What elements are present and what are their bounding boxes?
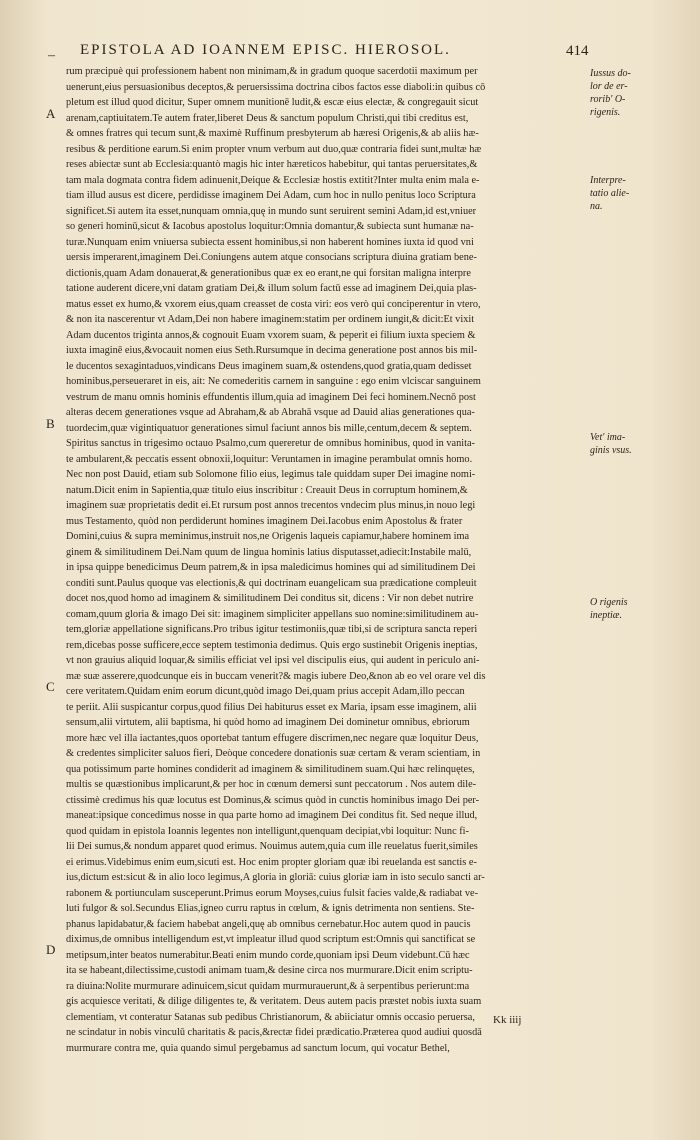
text-line: ius,dictum est:sicut & in alio loco legimus,A gloria in gloriā: cuius gloriæ iam in isto seculo sancti ar- [66, 872, 485, 883]
text-line: tam mala dogmata contra fidem adinuenit,Deique & Ecclesiæ hostis extitit?Inter multa enim mala e- [66, 174, 480, 186]
text-line: phanus lapidabatur,& faciem habebat angeli,quę ab omnibus cernebatur.Hoc autem quod in paucis [66, 918, 471, 930]
text-line: ita se habeant,dilectissime,custodi animam tuam,& desine circa nos murmurare.Dicit enim scriptu- [66, 965, 473, 976]
text-line: rum præcipuè qui professionem habent non minimam,& in gradum quoque sacerdotii maximum per [66, 66, 478, 77]
text-line: clementiam, vt conteratur Satanas sub pedibus Christianorum, & abiiciatur omnis occasio peruersa, [66, 1011, 475, 1023]
text-line: multis se quæstionibus implicarunt,& per hoc in cœnum demersi sunt peccatorum . Nos autem dile- [66, 779, 477, 790]
text-line: tiam illud ausus est dicere, perdidisse imaginem Dei Adam, cum hoc in nullo penitus loco Scriptura [66, 190, 476, 201]
text-line: tatione auderent dicere,vni datam gratiam Dei,& illum solum factū esse ad imaginem Dei,quia plas- [66, 283, 477, 294]
text-line: & omnes fratres qui tecum sunt,& maximè Ruffinum presbyterum ab hæresi Origenis,& ab aliis hæ- [66, 128, 479, 139]
catchword-signature: Kk iiij [493, 1014, 522, 1026]
text-line: rem,dicebas posse sufficere,ecce septem testimonia dedimus. Quis ergo sustinebit Origenis ineptias, [66, 639, 478, 651]
text-line: quod quidam in epistola Ioannis legentes non intelligunt,quenquam decipiat,vbi loquitur: Nunc fi- [66, 825, 469, 837]
text-line: alteras decem generationes vsque ad Abraham,& ab Abrahā vsque ad Dauid alias generationes qua- [66, 407, 475, 418]
section-letter-b: B [46, 416, 55, 431]
text-line: maneat:ipsique concedimus nosse in qua parte homo ad imaginem Dei conditus fit. Sed neque illud, [66, 810, 478, 821]
margin-note-image-use: Vet' ima- ginis vsus. [590, 432, 632, 456]
text-line: iuxta imaginē eius,&vocauit nomen eius Seth.Rursumque in decima generatione post annos bis mil- [66, 345, 478, 356]
text-line: so generi hominū,sicut & Iacobus apostolus loquitur:Omnia domantur,& subiecta sunt humanæ na- [66, 221, 474, 232]
text-line: imaginem suæ proprietatis dedit ei.Et rursum post annos trecentos vndecim plus minus,in nouo legi [66, 500, 476, 511]
text-line: gis acquiesce veritati, & dilige diligentes te, & veritatem. Deus autem pacis præstet nobis iuxta suam [66, 996, 482, 1007]
text-line: more hæc vel illa iactantes,quos oportebat tantum effugere discrimen,nec negare quæ loquitur Deus, [66, 732, 479, 744]
text-line: vt non grauius aliquid loquar,& similis efficiat vel ipsi vel discipulis eius, qui audent in periculo ani- [66, 655, 480, 666]
text-line: hominibus,perseueraret in eis, ait: Ne comederitis carnem in sanguine : ego enim vlciscar sanguinem [66, 376, 481, 387]
section-letter-a: A [46, 106, 56, 121]
text-line: mæ suæ asserere,quodcunque eis in buccam venerit?& magis iubere Deo,&non ab eo vel orare vel dis [66, 670, 486, 682]
text-line: arenam,captiuitatem.Te autem frater,liberet Deus & sanctum populum Christi,qui tibi creditus est, [66, 112, 469, 124]
text-line: Nec non post Dauid, etiam sub Solomone filio eius, legimus tale quiddam super Dei imagine nomi- [66, 469, 476, 480]
text-line: te ambularent,& peccatis essent obnoxii,loquitur: Veruntamen in imagine perambulat omnis homo. [66, 453, 473, 465]
text-line: uersis imperarent,imaginem Dei.Coniungens autem atque consocians scriptura diuina gratiam bene- [66, 252, 477, 263]
text-line: matus esset ex humo,& vxorem eius,quam creasset de costa viri: eos verò qui conciperentur in vtero, [66, 298, 481, 310]
text-line: luti fulgor & sol.Secundus Elias,igneo curru raptus in cœlum, & ignis detrimenta non sentiens. Ste- [66, 903, 475, 914]
margin-note-errors-of-origen: Iussus do- lor de er- rorib' O- rigenis. [590, 68, 631, 118]
text-line: ne scindatur in nobis vinculū charitatis & pacis,&rectæ fidei prædicatio.Præterea quod audiui quosdā [66, 1027, 482, 1038]
text-line: & credentes simpliciter saluos fieri, Deòque concedere donationis suæ certam & veram scientiam, in [66, 748, 481, 759]
text-line: dictionis,quam Adam donauerat,& generationibus quæ ex eo erant,ne qui forsitan maligna interpre [66, 267, 471, 279]
text-line: ra diuina:Nolite murmurare adinuicem,sicut quidam murmurauerunt,& à serpentibus perierunt:ma [66, 980, 470, 992]
margin-note-interpretation: Interpre- tatio alie- na. [590, 175, 630, 212]
text-line: te periit. Alii suspicantur corpus,quod filius Dei habiturus esset ex Maria, ipsam esse imaginem, alii [66, 701, 477, 713]
text-line: ctissimè credimus his quæ locutus est Dominus,& scimus quòd in cunctis hominibus imago Dei per- [66, 794, 480, 806]
text-line: cere veritatem.Quidam enim eorum dicunt,quòd imago Dei,quam prius accepit Adam,illo peccan [66, 686, 465, 697]
text-line: Domini,cuius & supra meminimus,instruit nos,ne Origenis laqueis capiamur,habere hominem ima [66, 531, 470, 542]
text-line: lii Dei sumus,& nondum apparet quod erimus. Nouimus autem,quia cum ille reuelatus fuerit,similes [66, 841, 478, 852]
text-line: diximus,de omnibus intelligendum est,vt impleatur illud quod scriptum est:Omnis qui sanctificat se [66, 934, 476, 945]
text-line: Spiritus sanctus in trigesimo octauo Psalmo,cum quereretur de omnibus hominibus, quod in vanita- [66, 438, 475, 449]
section-letter-d: D [46, 942, 56, 957]
text-line: significet.Si autem ita esset,nunquam omnia,quę in mundo sunt seruirent semini Adam,id est,vniuer [66, 205, 477, 217]
text-line: ei erimus.Videbimus enim eum,sicuti est. Hoc enim propter gloriam quæ ibi reuelanda est sanctis e- [66, 856, 477, 868]
running-head: EPISTOLA AD IOANNEM EPISC. HIEROSOL. [80, 42, 451, 58]
text-line: in ipsa quippe benedicimus Deum patrem,& in ipsa maledicimus homines qui ad similitudinem Dei [66, 562, 476, 573]
margin-note-origen-ineptiae: O rigenis ineptiæ. [590, 597, 628, 621]
text-line: qua potissimum parte homines condiderit ad imaginem & similitudinem suam.Qui hæc relinquętes, [66, 763, 475, 775]
header-dash: – [48, 48, 55, 63]
text-line: tuordecim,quæ vigintiquatuor generationes simul faciunt annos bis mille,centum,decem & septem. [66, 422, 472, 434]
page-number: 414 [566, 43, 589, 59]
text-line: metipsum,inter beatos numerabitur.Beati enim mundo corde,quoniam ipsi Deum videbunt.Cū hæc [66, 949, 470, 961]
section-letter-c: C [46, 679, 55, 694]
text-line: natum.Dicit enim in Sapientia,quæ titulo eius inscribitur : Creauit Deus in corruptum hominem,& [66, 484, 468, 496]
text-line: mus Testamento, quòd non perdiderunt homines imaginem Dei.Iacobus enim Apostolus & frater [66, 515, 463, 527]
text-line: & non ita nascerentur vt Adam,Dei non habere imaginem:statim per ordinem iungit,& dicit:Et vixit [66, 314, 475, 325]
text-line: turæ.Nunquam enim vniuersa subiecta essent hominibus,si non haberent homines iuxta id quod vni [66, 236, 474, 248]
text-line: ginem & similitudinem Dei.Nam quum de lingua hominis latius disputasset,adiecit:Instabile malū, [66, 546, 472, 558]
text-line: pletum est illud quod dicitur, Super omnem munitionē ludit,& escæ eius electæ, & congregauit sicut [66, 97, 479, 108]
text-line: conditi sunt.Paulus quoque vas electionis,& qui doctrinam euangelicam sua prædicatione compleuit [66, 577, 477, 589]
body-text [66, 64, 586, 1056]
text-line: reses abiectæ sunt ab Ecclesia:quantò magis hic inter hæreticos habebitur, qui tantas peruersitates,& [66, 159, 478, 170]
text-line: comam,quum gloria & imago Dei sit: imaginem simpliciter appellans suo nomine:similitudinem au- [66, 608, 479, 620]
text-line: vestrum de manu omnis hominis effundentis illum,quia ad imaginem Dei feci hominem.Necnō post [66, 391, 476, 403]
text-line: docet nos,quod homo ad imaginem & similitudinem Dei conditus sit, dicens : Vir non debet nutrire [66, 593, 474, 604]
text-line: resibus & perditione earum.Si enim propter vnum verbum aut duo,quæ contraria fidei sunt,multæ hæ [66, 143, 482, 155]
text-line: le ducentos sexagintaduos,vindicans Deus imaginem suam,& ostendens,quod gratia,quam dedisset [66, 360, 472, 372]
text-line: tem,gloriæ appellatione significans.Pro tribus igitur testimoniis,quæ tibi,si de scriptura sancta reperi [66, 624, 478, 635]
text-line: uenerunt,eius persuasionibus deceptos,& peruersissima doctrina cibos factos esse diaboli:in quibus cō [66, 81, 486, 93]
text-line: Adam ducentos triginta annos,& cognouit Euam vxorem suam, & peperit ei filium iuxta speciem & [66, 329, 476, 341]
text-line: rabonem & portiunculam susceperunt.Primus eorum Moyses,cuius fulsit facies valde,& radiabat ve- [66, 887, 479, 899]
text-line: sensum,alii virtutem, alii baptisma, hi quòd homo ad imaginem Dei dominetur omnibus, ebriorum [66, 717, 470, 728]
text-line: murmurare contra me, quia quando simul pergebamus ad sanctum locum, qui vocatur Bethel, [66, 1042, 450, 1054]
